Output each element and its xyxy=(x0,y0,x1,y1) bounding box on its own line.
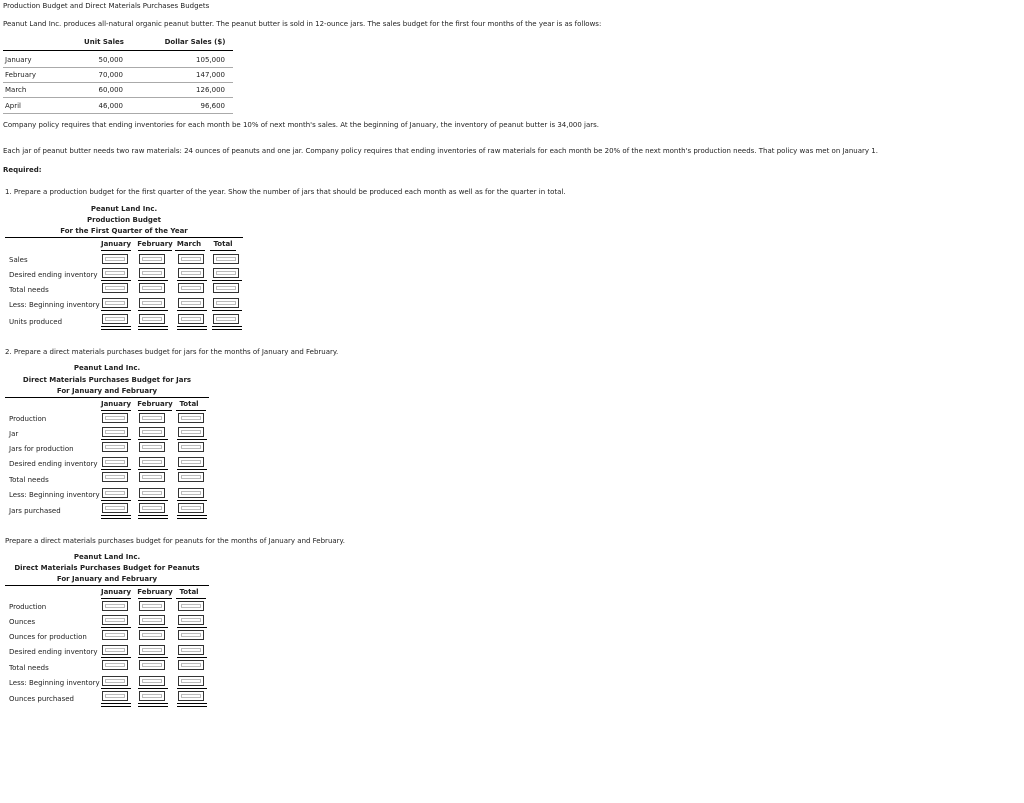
q2-input-cell[interactable] xyxy=(139,413,165,423)
sales-month: March xyxy=(5,86,27,94)
q3-input-cell[interactable] xyxy=(178,630,204,640)
q1-input-cell[interactable] xyxy=(102,283,128,293)
q2-input-cell[interactable] xyxy=(102,442,128,452)
q3-input-cell[interactable] xyxy=(178,691,204,701)
q2-input-cell[interactable] xyxy=(139,503,165,513)
q3-input-cell[interactable] xyxy=(102,615,128,625)
q2-input-cell[interactable] xyxy=(102,503,128,513)
q3-budget-title: Direct Materials Purchases Budget for Peanuts xyxy=(14,564,200,572)
sales-units: 70,000 xyxy=(98,71,123,79)
q1-period: For the First Quarter of the Year xyxy=(60,227,188,235)
q3-input-cell[interactable] xyxy=(178,645,204,655)
sales-units: 50,000 xyxy=(98,56,123,64)
q2-input-cell[interactable] xyxy=(102,472,128,482)
q1-input-cell[interactable] xyxy=(178,254,204,264)
q1-prompt: 1. Prepare a production budget for the first quarter of the year. Show the number of jars that should be produced each month as well as for the quarter in total. xyxy=(5,188,566,196)
q3-input-cell[interactable] xyxy=(139,691,165,701)
sales-month: January xyxy=(5,56,32,64)
q3-input-cell[interactable] xyxy=(139,645,165,655)
q2-input-cell[interactable] xyxy=(178,488,204,498)
q2-input-cell[interactable] xyxy=(139,488,165,498)
q3-input-cell[interactable] xyxy=(139,630,165,640)
q1-input-cell[interactable] xyxy=(102,314,128,324)
q3-input-cell[interactable] xyxy=(178,601,204,611)
q2-input-cell[interactable] xyxy=(102,413,128,423)
q2-input-cell[interactable] xyxy=(139,427,165,437)
q3-input-cell[interactable] xyxy=(178,615,204,625)
q3-input-cell[interactable] xyxy=(178,660,204,670)
q2-input-cell[interactable] xyxy=(178,427,204,437)
q2-col-january: January xyxy=(100,400,132,408)
page-title: Production Budget and Direct Materials Purchases Budgets xyxy=(3,2,210,10)
q1-col-january: January xyxy=(100,240,132,248)
q3-input-cell[interactable] xyxy=(102,601,128,611)
q3-col-total: Total xyxy=(179,588,199,596)
q1-input-cell[interactable] xyxy=(102,298,128,308)
q1-row-label: Less: Beginning inventory xyxy=(9,301,100,309)
q1-row-label: Sales xyxy=(9,256,28,264)
sales-month: February xyxy=(5,71,37,79)
sales-dollars: 147,000 xyxy=(196,71,225,79)
q2-row-label: Desired ending inventory xyxy=(9,460,98,468)
q2-period: For January and February xyxy=(56,387,158,395)
q2-input-cell[interactable] xyxy=(139,442,165,452)
header-unit-sales: Unit Sales xyxy=(84,38,124,46)
q3-input-cell[interactable] xyxy=(102,676,128,686)
q2-input-cell[interactable] xyxy=(178,457,204,467)
q3-row-label: Less: Beginning inventory xyxy=(9,679,100,687)
q3-row-label: Ounces purchased xyxy=(9,695,74,703)
q3-col-january: January xyxy=(100,588,132,596)
q2-input-cell[interactable] xyxy=(102,457,128,467)
q3-input-cell[interactable] xyxy=(102,645,128,655)
q1-input-cell[interactable] xyxy=(213,298,239,308)
q3-row-label: Total needs xyxy=(9,664,49,672)
q1-input-cell[interactable] xyxy=(139,254,165,264)
q1-input-cell[interactable] xyxy=(213,314,239,324)
q1-col-march: March xyxy=(176,240,202,248)
q3-input-cell[interactable] xyxy=(139,601,165,611)
q1-input-cell[interactable] xyxy=(139,314,165,324)
q3-row-label: Production xyxy=(9,603,47,611)
q1-budget-title: Production Budget xyxy=(87,216,161,224)
sales-units: 60,000 xyxy=(98,86,123,94)
q2-company: Peanut Land Inc. xyxy=(73,364,141,372)
q2-input-cell[interactable] xyxy=(178,503,204,513)
q3-input-cell[interactable] xyxy=(178,676,204,686)
q1-row-label: Total needs xyxy=(9,286,49,294)
q2-row-label: Jars for production xyxy=(9,445,74,453)
q3-row-label: Ounces xyxy=(9,618,36,626)
q2-row-label: Jars purchased xyxy=(9,507,61,515)
q2-row-label: Production xyxy=(9,415,47,423)
sales-month: April xyxy=(5,102,21,110)
policy-text: Company policy requires that ending inventories for each month be 10% of next month's sales. At the beginning of January, the inventory of peanut butter is 34,000 jars. xyxy=(3,121,600,129)
materials-text: Each jar of peanut butter needs two raw materials: 24 ounces of peanuts and one jar. Company policy requires that ending inventories of raw materials for each month be 20% of the next month's production needs. That policy was met on January 1. xyxy=(3,147,878,155)
q1-input-cell[interactable] xyxy=(178,298,204,308)
header-dollar-sales: Dollar Sales ($) xyxy=(164,38,226,46)
q2-input-cell[interactable] xyxy=(139,472,165,482)
sales-dollars: 96,600 xyxy=(200,102,225,110)
q1-input-cell[interactable] xyxy=(139,298,165,308)
required-label: Required: xyxy=(3,166,42,174)
q3-col-february: February xyxy=(137,588,173,596)
q1-input-cell[interactable] xyxy=(213,254,239,264)
q3-input-cell[interactable] xyxy=(139,615,165,625)
q2-prompt: 2. Prepare a direct materials purchases budget for jars for the months of January and February. xyxy=(5,348,339,356)
q2-input-cell[interactable] xyxy=(178,413,204,423)
q1-input-cell[interactable] xyxy=(139,283,165,293)
q1-input-cell[interactable] xyxy=(178,268,204,278)
q2-row-label: Total needs xyxy=(9,476,49,484)
q1-col-total: Total xyxy=(213,240,233,248)
q2-input-cell[interactable] xyxy=(178,442,204,452)
q2-row-label: Jar xyxy=(9,430,19,438)
q2-col-total: Total xyxy=(179,400,199,408)
intro-text: Peanut Land Inc. produces all-natural organic peanut butter. The peanut butter is sold in 12-ounce jars. The sales budget for the first four months of the year is as follows: xyxy=(3,20,602,28)
q2-input-cell[interactable] xyxy=(139,457,165,467)
q3-row-label: Ounces for production xyxy=(9,633,87,641)
q1-col-february: February xyxy=(137,240,173,248)
q1-input-cell[interactable] xyxy=(102,268,128,278)
q1-input-cell[interactable] xyxy=(178,283,204,293)
q1-row-label: Units produced xyxy=(9,318,63,326)
q2-input-cell[interactable] xyxy=(178,472,204,482)
q1-input-cell[interactable] xyxy=(139,268,165,278)
q3-company: Peanut Land Inc. xyxy=(73,553,141,561)
q3-input-cell[interactable] xyxy=(102,630,128,640)
q3-input-cell[interactable] xyxy=(139,660,165,670)
q1-input-cell[interactable] xyxy=(102,254,128,264)
q1-company: Peanut Land Inc. xyxy=(90,205,158,213)
q2-input-cell[interactable] xyxy=(102,427,128,437)
sales-dollars: 126,000 xyxy=(196,86,225,94)
q1-input-cell[interactable] xyxy=(178,314,204,324)
q1-input-cell[interactable] xyxy=(213,268,239,278)
q3-period: For January and February xyxy=(56,575,158,583)
q3-row-label: Desired ending inventory xyxy=(9,648,98,656)
sales-units: 46,000 xyxy=(98,102,123,110)
q3-input-cell[interactable] xyxy=(102,660,128,670)
q2-budget-title: Direct Materials Purchases Budget for Jars xyxy=(22,376,192,384)
q1-row-label: Desired ending inventory xyxy=(9,271,98,279)
sales-dollars: 105,000 xyxy=(196,56,225,64)
q3-input-cell[interactable] xyxy=(102,691,128,701)
q3-input-cell[interactable] xyxy=(139,676,165,686)
q1-input-cell[interactable] xyxy=(213,283,239,293)
q2-input-cell[interactable] xyxy=(102,488,128,498)
q2-row-label: Less: Beginning inventory xyxy=(9,491,100,499)
q3-prompt: Prepare a direct materials purchases budget for peanuts for the months of January and February. xyxy=(5,537,345,545)
q2-col-february: February xyxy=(137,400,173,408)
